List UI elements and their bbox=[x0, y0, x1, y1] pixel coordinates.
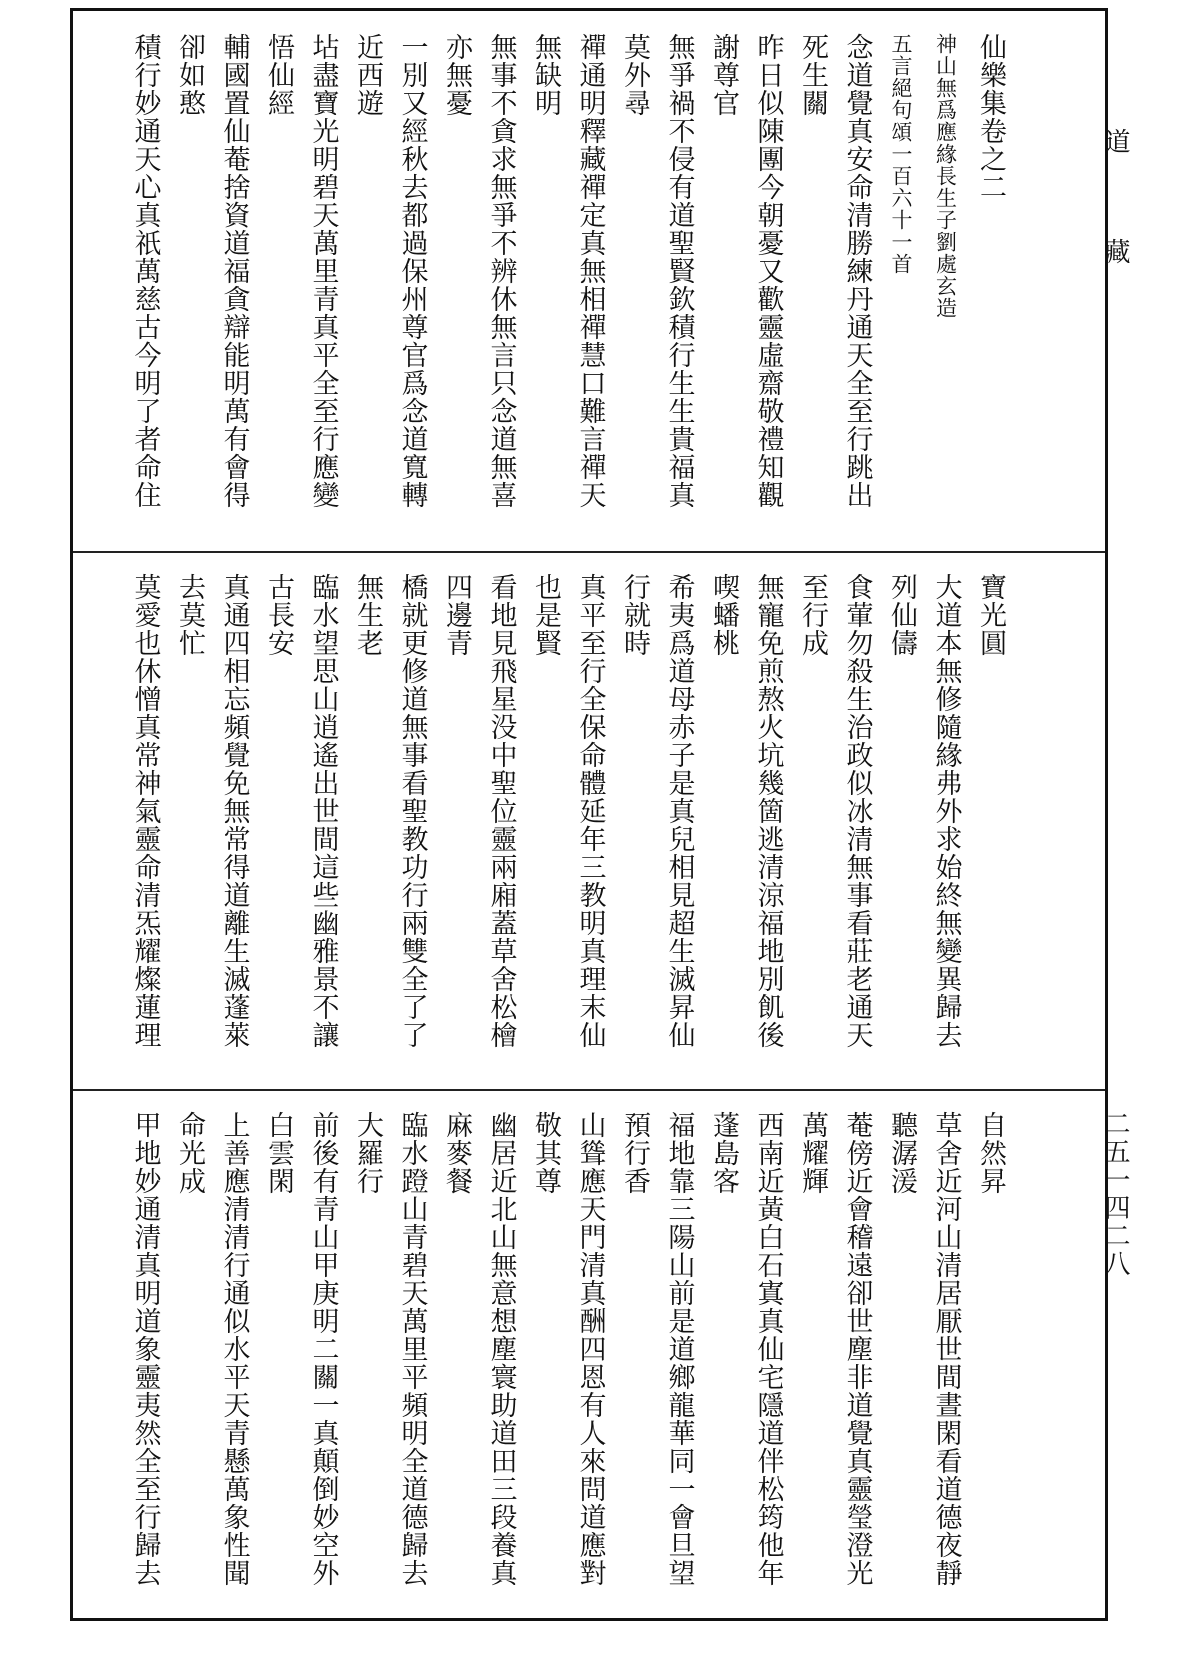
text-column: 至行成 bbox=[797, 573, 828, 657]
text-column: 無事不貪求無爭不辨休無言只念道無喜 bbox=[485, 33, 517, 509]
text-column: 看地見飛星没中聖位靈兩廂蓋草舍松檜 bbox=[485, 573, 517, 1049]
text-column: 近西遊 bbox=[352, 33, 383, 117]
text-column: 去莫忙 bbox=[174, 573, 205, 657]
text-column: 山聳應天門清真酬四恩有人來問道應對 bbox=[574, 1111, 606, 1587]
text-column: 四邊青 bbox=[441, 573, 472, 657]
text-column: 死生關 bbox=[797, 33, 828, 117]
text-column: 無生老 bbox=[352, 573, 383, 657]
page-frame bbox=[70, 8, 1108, 1621]
text-column: 莫愛也休憎真常神氣靈命清炁耀燦蓮理 bbox=[129, 573, 161, 1049]
text-column: 萬耀輝 bbox=[797, 1111, 828, 1195]
text-column: 臨水蹬山青碧天萬里平頻明全道德歸去 bbox=[396, 1111, 428, 1587]
margin-label-dao: 道 bbox=[1100, 128, 1130, 156]
text-column: 命光成 bbox=[174, 1111, 205, 1195]
text-column: 上善應清清行通似水平天青懸萬象性聞 bbox=[218, 1111, 250, 1587]
text-column: 卻如憨 bbox=[174, 33, 205, 117]
text-column: 真平至行全保命體延年三教明真理末仙 bbox=[574, 573, 606, 1049]
text-column: 白雲閑 bbox=[263, 1111, 294, 1195]
text-column: 菴傍近會稽遠卻世塵非道覺真靈瑩澄光 bbox=[841, 1111, 873, 1587]
text-column: 莫外尋 bbox=[619, 33, 650, 117]
text-column: 前後有青山甲庚明二關一真顛倒妙空外 bbox=[307, 1111, 339, 1587]
text-band-3 bbox=[73, 1089, 1105, 1621]
text-column: 希夷爲道母赤子是真兒相見超生滅昇仙 bbox=[663, 573, 695, 1049]
text-column: 仙樂集卷之二 bbox=[975, 33, 1006, 201]
text-column: 昨日似陳團今朝憂又歡靈虛齋敬禮知觀 bbox=[752, 33, 784, 509]
text-column: 積行妙通天心真祇萬慈古今明了者命住 bbox=[129, 33, 161, 509]
margin-label-zang: 藏 bbox=[1100, 238, 1130, 266]
text-column: 大羅行 bbox=[352, 1111, 383, 1195]
text-band-2 bbox=[73, 551, 1105, 1091]
text-column: 幽居近北山無意想塵寰助道田三段養真 bbox=[485, 1111, 517, 1587]
text-column: 念道覺真安命清勝練丹通天全至行跳出 bbox=[841, 33, 873, 509]
text-column: 敬其尊 bbox=[530, 1111, 561, 1195]
text-column: 也是賢 bbox=[530, 573, 561, 657]
text-column: 橋就更修道無事看聖教功行兩雙全了了 bbox=[396, 573, 428, 1049]
text-column: 臨水望思山逍遙出世間這些幽雅景不讓 bbox=[307, 573, 339, 1049]
text-column: 無缺明 bbox=[530, 33, 561, 117]
text-column: 真通四相忘頻覺免無常得道離生滅蓬萊 bbox=[218, 573, 250, 1049]
text-column: 古長安 bbox=[263, 573, 294, 657]
text-column: 福地靠三陽山前是道鄉龍華同一會旦望 bbox=[663, 1111, 695, 1587]
text-column: 亦無憂 bbox=[441, 33, 472, 117]
text-column: 悟仙經 bbox=[263, 33, 294, 117]
text-column: 蓬島客 bbox=[708, 1111, 739, 1195]
text-column: 輔國置仙菴捨資道福貪辯能明萬有會得 bbox=[218, 33, 250, 509]
text-column: 謝尊官 bbox=[708, 33, 739, 117]
text-column: 一別又經秋去都過保州尊官爲念道寬轉 bbox=[396, 33, 428, 509]
text-column: 寶光圓 bbox=[975, 573, 1006, 657]
text-column: 食葷勿殺生治政似冰清無事看莊老通天 bbox=[841, 573, 873, 1049]
text-column: 西南近黃白石寘真仙宅隱道伴松筠他年 bbox=[752, 1111, 784, 1587]
text-column: 禪通明釋藏禪定真無相禪慧口難言禪天 bbox=[574, 33, 606, 509]
text-column: 自然昇 bbox=[975, 1111, 1006, 1195]
text-column: 行就時 bbox=[619, 573, 650, 657]
text-column: 聽潺湲 bbox=[886, 1111, 917, 1195]
page-number: 二五一四二八 bbox=[1100, 1110, 1130, 1278]
text-column: 坫盡寶光明碧天萬里青真平全至行應變 bbox=[307, 33, 339, 509]
text-column: 預行香 bbox=[619, 1111, 650, 1195]
text-column: 麻麥餐 bbox=[441, 1111, 472, 1195]
text-band-1 bbox=[73, 11, 1105, 553]
text-column: 列仙儔 bbox=[886, 573, 917, 657]
text-column: 甲地妙通清真明道象靈夷然全至行歸去 bbox=[129, 1111, 161, 1587]
text-column: 大道本無修隨緣弗外求始終無變異歸去 bbox=[930, 573, 962, 1049]
text-column: 無寵免煎熬火坑幾箇逃清涼福地別飢後 bbox=[752, 573, 784, 1049]
text-column: 草舍近河山清居厭世間晝閑看道德夜靜 bbox=[930, 1111, 962, 1587]
text-column: 五言絕句頌一百六十一首 bbox=[889, 33, 913, 275]
text-column: 喫蟠桃 bbox=[708, 573, 739, 657]
text-column: 無爭禍不侵有道聖賢欽積行生生貴福真 bbox=[663, 33, 695, 509]
text-column: 神山無爲應緣長生子劉處玄造 bbox=[933, 33, 958, 319]
